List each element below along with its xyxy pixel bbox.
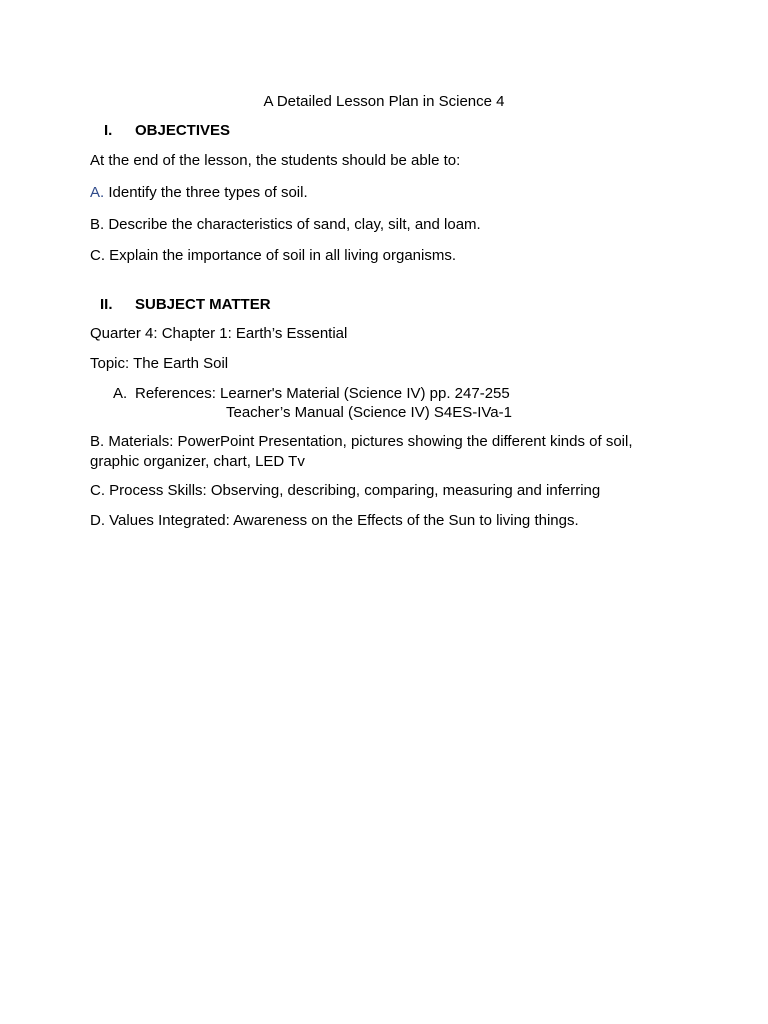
references-line-1: References: Learner's Material (Science IV) pp. 247-255 bbox=[135, 385, 510, 402]
document-title: A Detailed Lesson Plan in Science 4 bbox=[263, 93, 505, 110]
quarter-line: Quarter 4: Chapter 1: Earth’s Essential bbox=[90, 325, 348, 342]
objective-c: C. Explain the importance of soil in all living organisms. bbox=[90, 247, 456, 264]
process-skills-line: C. Process Skills: Observing, describing, comparing, measuring and inferring bbox=[90, 482, 601, 499]
objective-a-text: Identify the three types of soil. bbox=[104, 184, 308, 201]
section-2-numeral: II. bbox=[100, 296, 113, 313]
materials-line-1: B. Materials: PowerPoint Presentation, pictures showing the different kinds of soil, bbox=[90, 433, 633, 450]
objectives-intro: At the end of the lesson, the students should be able to: bbox=[90, 152, 461, 169]
objective-a bbox=[90, 184, 308, 202]
references-line-2: Teacher’s Manual (Science IV) S4ES-IVa-1 bbox=[226, 404, 512, 421]
objective-a-letter: A. bbox=[90, 184, 105, 201]
references-letter: A. bbox=[113, 385, 128, 402]
section-1-numeral: I. bbox=[104, 122, 113, 139]
values-line: D. Values Integrated: Awareness on the Effects of the Sun to living things. bbox=[90, 512, 579, 529]
objective-b: B. Describe the characteristics of sand, clay, silt, and loam. bbox=[90, 216, 481, 233]
section-2-heading: SUBJECT MATTER bbox=[135, 296, 271, 313]
section-1-heading: OBJECTIVES bbox=[135, 122, 231, 139]
topic-line: Topic: The Earth Soil bbox=[90, 355, 229, 372]
materials-line-2: graphic organizer, chart, LED Tv bbox=[90, 453, 305, 470]
